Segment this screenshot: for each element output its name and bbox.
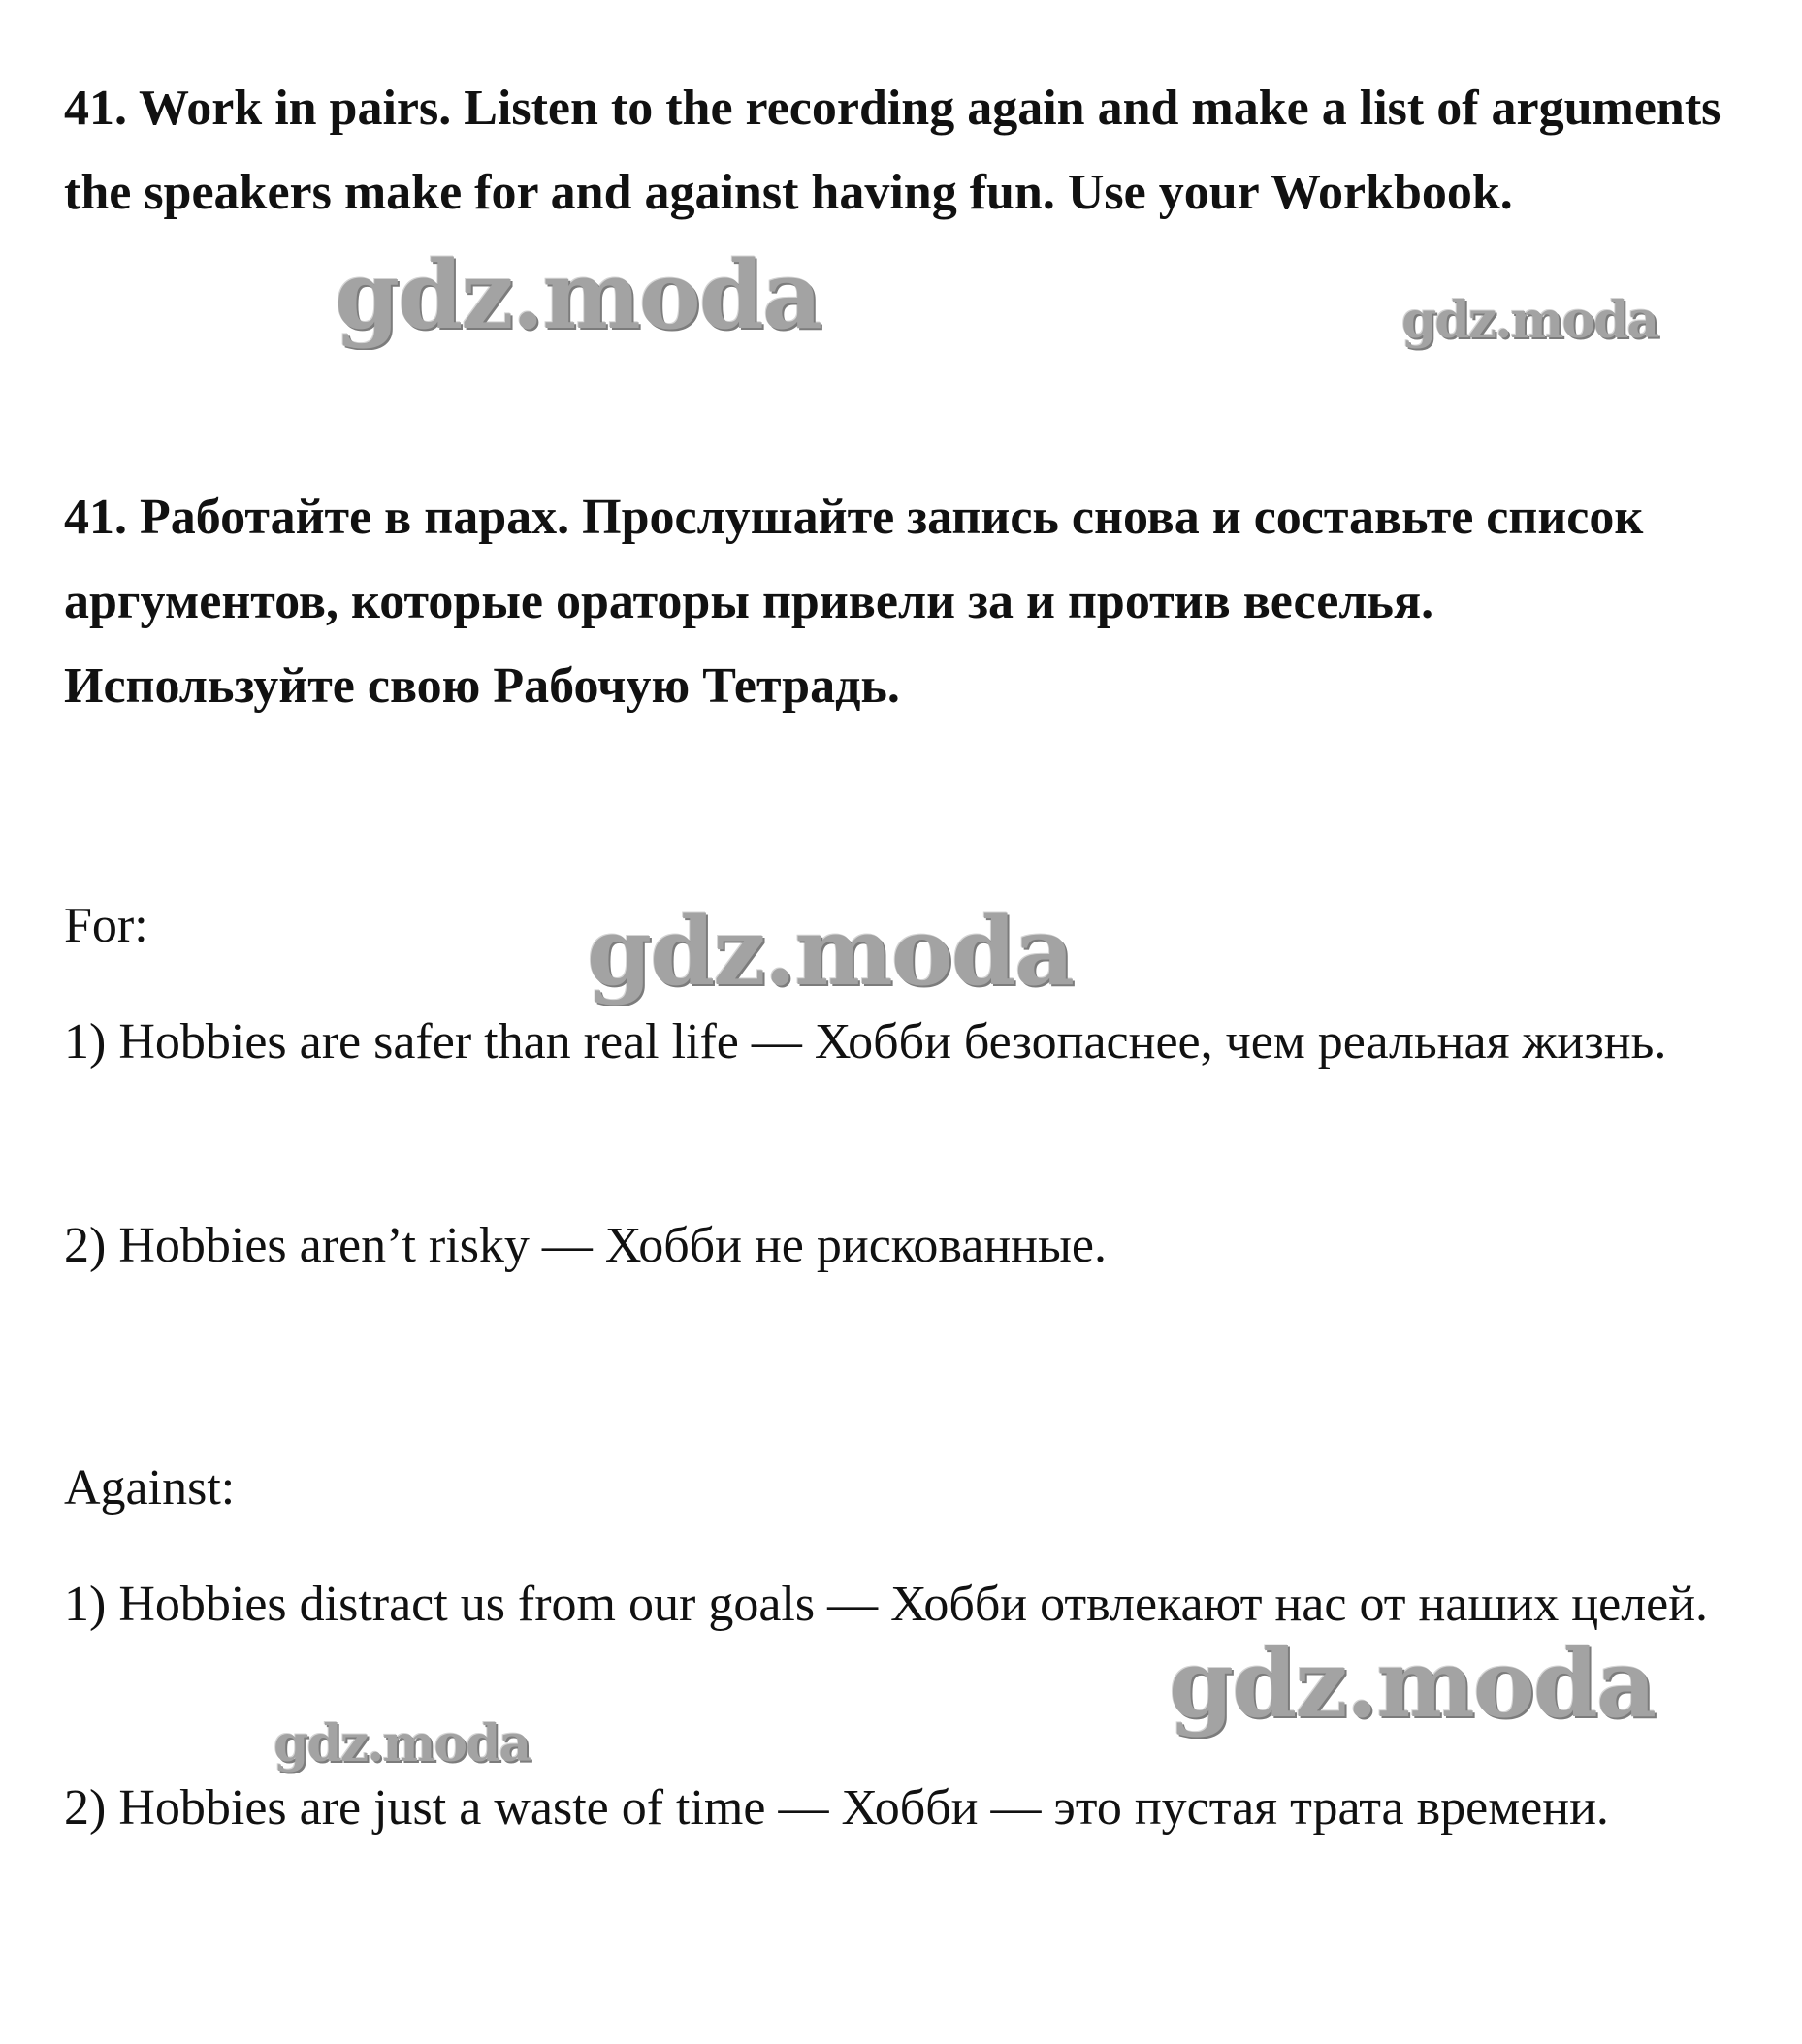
for-item-2: 2) Hobbies aren’t risky — Хобби не рискованные. xyxy=(64,1218,1108,1273)
for-item-1: 1) Hobbies are safer than real life — Хобби безопаснее, чем реальная жизнь. xyxy=(64,1014,1667,1070)
watermark-1: gdz.moda xyxy=(335,240,821,350)
watermark-3: gdz.moda xyxy=(587,897,1074,1006)
watermark-4: gdz.moda xyxy=(1169,1629,1656,1739)
task-russian: 41. Работайте в парах. Прослушайте запись снова и составьте список аргументов, которые ораторы привели за и против веселья. Используйте свою Рабочую Тетрадь. xyxy=(64,490,1644,714)
against-item-1: 1) Hobbies distract us from our goals — Хобби отвлекают нас от наших целей. xyxy=(64,1577,1709,1632)
watermark-5: gdz.moda xyxy=(274,1714,531,1773)
against-heading: Against: xyxy=(64,1460,236,1516)
watermark-2: gdz.moda xyxy=(1401,291,1658,350)
against-item-2: 2) Hobbies are just a waste of time — Хобби — это пустая трата времени. xyxy=(64,1780,1609,1836)
task-english: 41. Work in pairs. Listen to the recording again and make a list of arguments the speakers make for and against having fun. Use your Workbook. xyxy=(64,80,1722,220)
for-heading: For: xyxy=(64,898,148,953)
